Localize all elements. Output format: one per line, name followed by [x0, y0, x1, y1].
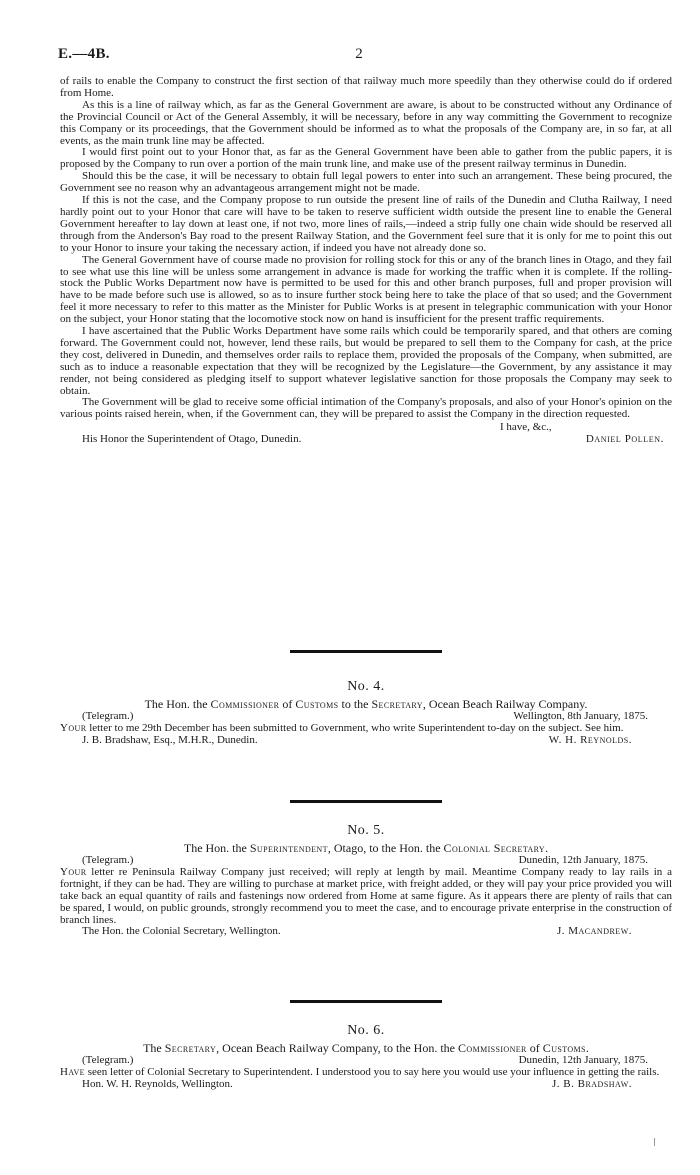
telegram-label: (Telegram.): [82, 1053, 134, 1066]
place-date: Wellington, 8th January, 1875.: [513, 709, 648, 722]
page-header: [58, 46, 660, 64]
letter-paragraph: I have ascertained that the Public Works Department have some rails which could be temporarily spared, and that others are coming forward. The Government could not, however, lend these rails, but would be prepared to sell them to the Company for cash, at the price they cost, delivered in Dunedin, and themselves order rails to replace them, provided the proposals of the Company, when submitted, are such as to induce a reasonable expectation that they will be recognized by the Legislature—the Government, by any assistance it may render, not being considered as pledging itself to support whatever legislative sanction for those proposals the Company may seek to obtain.: [60, 325, 672, 397]
signature-line: [60, 1079, 672, 1091]
page-number: 2: [355, 46, 363, 62]
document-heading: The Hon. the Superintendent, Otago, to the Hon. the Colonial Secretary.: [183, 840, 549, 855]
message-addressee: J. B. Bradshaw, Esq., M.H.R., Dunedin.: [82, 733, 258, 746]
message-body: Have seen letter of Colonial Secretary to Superintendent. I understood you to say here you would use your influence in getting the rails.: [60, 1065, 660, 1078]
letter-body: [60, 76, 672, 446]
telegram-line: [60, 1055, 672, 1067]
signature-line: [60, 735, 672, 747]
message-signature: J. B. Bradshaw.: [551, 1077, 632, 1090]
document-no6: [60, 1000, 672, 1091]
message-signature: J. Macandrew.: [556, 925, 632, 938]
letter-paragraph: The General Government have of course made no provision for rolling stock for this or any of the branch lines in Otago, and they fail to see what use this line will be unless some arrangement in advance is made for working the traffic when it is complete. If the rolling-stock the Public Works Department now have is permitted to be used for this and other branch purposes, full and proper provision will have to be made before such use is allowed, so as to insure further stock being here to take the place of that so used; and the Government feel it more necessary to refer to this matter as the Minister for Public Works is at present in telegraphic communication with your Honor on the subject, your Honor stating that the locomotive stock now on hand is insufficient for the present traffic requirements.: [60, 253, 672, 326]
document-number: No. 5.: [347, 823, 385, 838]
signature-line: [60, 926, 672, 938]
document-heading: The Secretary, Ocean Beach Railway Company, to the Hon. the Commissioner of Customs.: [143, 1040, 589, 1055]
letter-closing: [60, 422, 672, 446]
document-no4: [60, 650, 672, 747]
margin-mark: [654, 1138, 655, 1146]
letter-signature: Daniel Pollen.: [585, 433, 664, 446]
letter-paragraph: The Government will be glad to receive some official intimation of the Company's proposals, and also of your Honor's opinion on the various points raised herein, when, if the Government can, they will be prepared to assist the Company in the direction requested.: [60, 396, 672, 421]
letter-paragraph: I would first point out to your Honor that, as far as the General Government have been able to gather from the public papers, it is proposed by the Company to run over a portion of the main trunk line, and make use of the present railway terminus in Dunedin.: [60, 146, 672, 171]
document-reference: E.—4B.: [58, 46, 110, 62]
letter-paragraph: As this is a line of railway which, as far as the General Government are aware, is about to be constructed without any Ordinance of the Provincial Council or Act of the General Assembly, it will be necessary, before in any way committing the Government to recognize this Company or its proceedings, that the Government should be informed as to what the proposals of the Company are, in so far, at all events, as the main trunk line may be affected.: [60, 98, 672, 147]
document-no5: [60, 800, 672, 938]
telegram-label: (Telegram.): [82, 709, 134, 722]
letter-paragraph: of rails to enable the Company to construct the first section of that railway much more speedily than they otherwise could do if ordered from Home.: [60, 75, 672, 99]
place-date: Dunedin, 12th January, 1875.: [518, 853, 648, 866]
document-number: No. 6.: [347, 1023, 385, 1038]
letter-paragraph: Should this be the case, it will be necessary to obtain full legal powers to enter into such an arrangement. These being procured, the Government see no reason why an advantageous arrangement might not be made.: [60, 170, 672, 195]
place-date: Dunedin, 12th January, 1875.: [518, 1053, 648, 1066]
closing-phrase: I have, &c.,: [500, 421, 552, 434]
telegram-label: (Telegram.): [82, 853, 134, 866]
telegram-line: [60, 711, 672, 723]
letter-addressee: His Honor the Superintendent of Otago, Dunedin.: [82, 433, 302, 446]
telegram-line: [60, 855, 672, 867]
message-signature: W. H. Reynolds.: [548, 733, 632, 746]
letter-paragraph: If this is not the case, and the Company propose to run outside the present line of rails of the Dunedin and Clutha Railway, I need hardly point out to your Honor that care will have to be taken to reserve sufficient width outside the present line to enable the General Government hereafter to lay down at least one, if not two, more lines of rails,—indeed a strip fully one chain wide should be reserved all through from the Anderson's Bay road to the present Railway Station, and the Government feel sure that it is only for me to point this out to your Honor to insure your taking the necessary action, if indeed you have not already done so.: [60, 194, 672, 254]
message-addressee: Hon. W. H. Reynolds, Wellington.: [82, 1077, 233, 1090]
document-heading: The Hon. the Commissioner of Customs to the Secretary, Ocean Beach Railway Company.: [144, 696, 588, 711]
message-addressee: The Hon. the Colonial Secretary, Wellington.: [82, 925, 281, 938]
document-number: No. 4.: [347, 679, 385, 694]
message-body: Your letter re Peninsula Railway Company just received; will reply at length by mail. Meantime Company ready to lay rails in a fortnight, if they can be had. They are willing to purchase at market price, with freight added, or they will pay your price provided you will take back an equal quantity of rails and fastenings now ordered from Home at same figure. As it appears there are plenty of rails that can be spared, I would, on public grounds, strongly recommend you to meet the case, and to encourage private enterprise in the construction of branch lines.: [60, 865, 672, 926]
message-body: Your letter to me 29th December has been submitted to Government, who write Superintendent to-day on the subject. See him.: [60, 721, 624, 734]
